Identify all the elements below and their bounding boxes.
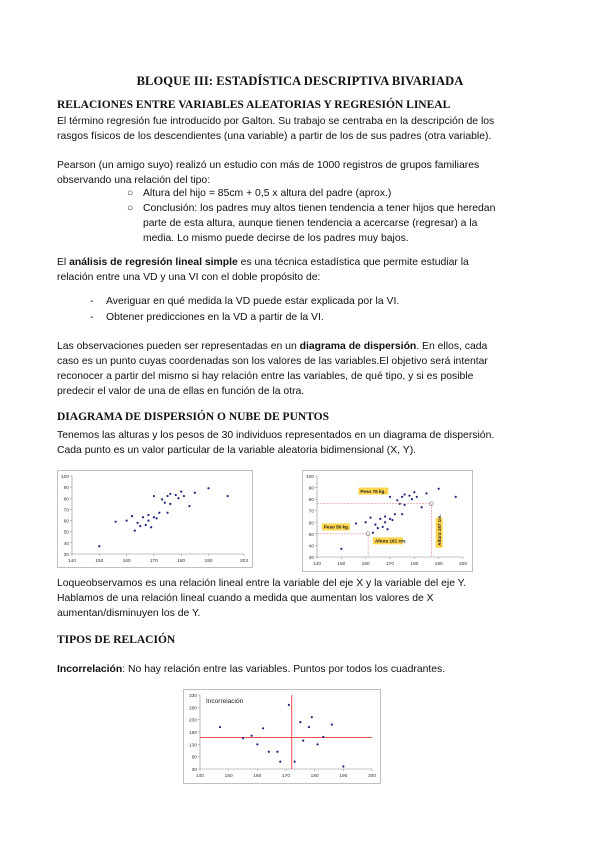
- annotation-label: Altura 161 cm.: [374, 538, 407, 544]
- data-point: [180, 491, 182, 493]
- x-tick-label: 190: [204, 559, 213, 564]
- scatter-plot-svg: [58, 471, 252, 567]
- y-tick-label: 90: [308, 486, 314, 492]
- x-tick-label: 180: [410, 562, 419, 567]
- y-tick-label: 50: [63, 530, 69, 536]
- text-line: parte de esta altura, aunque tienen tendencia a acercarse (regresar) a la: [143, 218, 478, 229]
- x-tick-label: 140: [195, 774, 205, 779]
- text-line: [57, 255, 529, 270]
- bullet-item: [127, 186, 529, 201]
- scatter-chart-incorrelacion: [183, 689, 381, 784]
- data-point: [183, 495, 185, 497]
- data-point: [396, 499, 398, 501]
- x-tick-label: 180: [310, 774, 319, 779]
- data-point: [308, 726, 310, 728]
- bullet-marker: ○: [127, 203, 134, 214]
- data-point: [379, 518, 381, 520]
- bold-term: Incorrelación: [57, 664, 123, 675]
- y-tick-label: 280: [188, 706, 197, 712]
- x-tick-label: 190: [339, 774, 348, 779]
- x-tick-label: 150: [95, 559, 104, 564]
- y-tick-label: 180: [188, 731, 197, 736]
- data-point: [136, 522, 138, 524]
- y-tick-label: 230: [188, 718, 197, 724]
- text-line: observando una relación del tipo:: [57, 175, 211, 186]
- data-point: [382, 526, 384, 528]
- y-tick-label: 30: [63, 553, 69, 558]
- data-point: [268, 751, 270, 753]
- x-tick-label: 140: [67, 559, 77, 564]
- x-tick-label: 203: [239, 559, 249, 564]
- text-line: media. Lo mismo puede decirse de los padres muy bajos.: [143, 233, 409, 244]
- text-line: [57, 339, 529, 354]
- text-line: Cada punto es un valor particular de la variable aleatoria bidimensional (X, Y).: [57, 445, 417, 456]
- y-tick-label: 80: [191, 755, 197, 761]
- data-point: [126, 519, 128, 521]
- dash-marker: -: [90, 296, 94, 307]
- data-point: [188, 505, 190, 507]
- data-point: [389, 518, 391, 520]
- data-point: [384, 521, 386, 523]
- section-heading-tipos: TIPOS DE RELACIÓN: [57, 634, 176, 646]
- x-tick-label: 170: [385, 562, 395, 567]
- text-line: Altura del hijo = 85cm + 0,5 x altura del padre (aprox.): [143, 188, 392, 199]
- data-point: [372, 532, 374, 534]
- text-line: relación entre una VD y una VI con el doble propósito de:: [57, 272, 321, 283]
- data-point: [169, 503, 171, 505]
- data-point: [164, 502, 166, 504]
- data-point: [166, 512, 168, 514]
- data-point: [425, 492, 427, 494]
- data-point: [153, 495, 155, 497]
- data-point: [262, 727, 264, 729]
- data-point: [242, 737, 244, 739]
- data-point: [389, 496, 391, 498]
- paragraph-pearson: [57, 158, 529, 188]
- data-point: [256, 743, 258, 745]
- bold-term: análisis de regresión lineal simple: [69, 257, 238, 268]
- data-point: [401, 513, 403, 515]
- x-tick-label: 150: [224, 774, 233, 779]
- data-point: [316, 743, 318, 745]
- data-point: [147, 514, 149, 516]
- paragraph-galton: [57, 114, 529, 144]
- x-tick-label: 200: [367, 774, 377, 779]
- text-line: Obtener predicciones en la VD a partir de la VI.: [106, 312, 324, 323]
- data-point: [377, 527, 379, 529]
- data-point: [311, 716, 313, 718]
- annotation-label: Peso 76 kg.: [360, 488, 386, 494]
- data-point: [145, 524, 147, 526]
- data-point: [355, 522, 357, 524]
- data-point: [207, 487, 209, 489]
- data-point: [401, 496, 403, 498]
- y-tick-label: 70: [63, 508, 69, 514]
- annotation-label: Altura 187 cm.: [437, 514, 443, 546]
- dash-marker: -: [90, 312, 94, 323]
- data-point: [169, 493, 171, 495]
- data-point: [342, 765, 344, 767]
- data-point: [98, 545, 100, 547]
- y-tick-label: 90: [63, 486, 69, 492]
- data-point: [142, 516, 144, 518]
- data-point: [404, 504, 406, 506]
- scatter-chart-2: [302, 470, 473, 572]
- data-point: [177, 497, 179, 499]
- y-tick-label: 60: [308, 521, 314, 527]
- x-tick-label: 140: [312, 562, 322, 567]
- data-point: [219, 726, 221, 728]
- data-point: [251, 735, 253, 737]
- data-point: [411, 498, 413, 500]
- data-point: [369, 517, 371, 519]
- data-point: [175, 494, 177, 496]
- x-tick-label: 200: [458, 562, 468, 567]
- data-point: [455, 496, 457, 498]
- section-heading-diagrama: DIAGRAMA DE DISPERSIÓN O NUBE DE PUNTOS: [57, 411, 329, 423]
- y-tick-label: 330: [188, 694, 197, 699]
- data-point: [384, 515, 386, 517]
- scatter-plot-annotated-svg: [303, 471, 472, 571]
- y-tick-label: 80: [308, 498, 314, 504]
- data-point: [322, 736, 324, 738]
- data-point: [158, 512, 160, 514]
- data-point: [386, 528, 388, 530]
- data-point: [374, 524, 376, 526]
- text-run: . En ellos, cada: [416, 341, 488, 352]
- data-point: [161, 498, 163, 500]
- data-point: [421, 506, 423, 508]
- text-run: El: [57, 257, 70, 268]
- text-run: Las observaciones pueden ser representadas en un: [57, 341, 300, 352]
- data-point: [153, 516, 155, 518]
- text-line: Tenemos las alturas y los pesos de 30 individuos representados en un diagrama de dispersión.: [57, 430, 495, 441]
- section-heading-relaciones: RELACIONES ENTRE VARIABLES ALEATORIAS Y REGRESIÓN LINEAL: [57, 99, 451, 111]
- data-point: [279, 761, 281, 763]
- data-point: [227, 495, 229, 497]
- data-point: [365, 521, 367, 523]
- data-point: [294, 761, 296, 763]
- bullet-item: [127, 201, 529, 246]
- x-tick-label: 180: [177, 559, 186, 564]
- data-point: [134, 530, 136, 532]
- data-point: [391, 519, 393, 521]
- dash-item: [90, 310, 526, 325]
- chart-title: Incorrelación: [206, 698, 244, 705]
- text-line: Pearson (un amigo suyo) realizó un estudio con más de 1000 registros de grupos familiares: [57, 160, 480, 171]
- y-tick-label: 40: [308, 544, 314, 550]
- paragraph-incorrelacion: [57, 662, 529, 677]
- data-point: [394, 513, 396, 515]
- data-point: [340, 548, 342, 550]
- data-point: [299, 721, 301, 723]
- scatter-plot-incorrelation-svg: [184, 690, 380, 783]
- x-tick-label: 160: [253, 774, 262, 779]
- text-line: Averiguar en qué medida la VD puede estar explicada por la VI.: [106, 296, 400, 307]
- text-line: reconocer a partir del mismo si hay relación entre las variables, de qué tipo, y si es posible: [57, 371, 474, 382]
- data-point: [194, 492, 196, 494]
- data-point: [131, 515, 133, 517]
- data-point: [147, 519, 149, 521]
- x-tick-label: 160: [361, 562, 370, 567]
- text-line: rasgos físicos de los descendientes (una variable) a partir de los de sus padres (otra variable).: [57, 131, 492, 142]
- data-point: [139, 525, 141, 527]
- data-point: [408, 495, 410, 497]
- text-line: caso es un punto cuyas coordenadas son los valores de las variables.El objetivo será intentar: [57, 356, 488, 367]
- y-tick-label: 100: [60, 475, 69, 480]
- data-point: [166, 495, 168, 497]
- text-line: Hablamos de una relación lineal cuando a medida que aumentan los valores de X: [57, 593, 434, 604]
- data-point: [115, 521, 117, 523]
- y-tick-label: 100: [305, 475, 314, 480]
- paragraph-alturas-pesos: [57, 428, 529, 458]
- paragraph-relacion-lineal: [57, 576, 529, 621]
- x-tick-label: 170: [149, 559, 158, 564]
- scatter-chart-1: [57, 470, 253, 568]
- y-tick-label: 30: [308, 556, 314, 561]
- data-point: [276, 751, 278, 753]
- text-line: Conclusión: los padres muy altos tienen tendencia a tener hijos que heredan: [143, 203, 496, 214]
- page-title: BLOQUE III: ESTADÍSTICA DESCRIPTIVA BIVARIADA: [136, 74, 464, 88]
- paragraph-analisis: [57, 255, 529, 285]
- data-point: [150, 526, 152, 528]
- y-tick-label: 50: [308, 532, 314, 538]
- dash-item: [90, 294, 526, 309]
- bullet-marker: ○: [127, 188, 134, 199]
- y-tick-label: 80: [63, 497, 69, 503]
- text-line: aumentan/disminuyen los de Y.: [57, 608, 201, 619]
- text-line: El término regresión fue introducido por Galton. Su trabajo se centraba en la descripción de los: [57, 116, 495, 127]
- data-point: [331, 724, 333, 726]
- y-tick-label: 130: [188, 743, 197, 749]
- paragraph-observaciones: [57, 339, 529, 399]
- annotation-label: Peso 50 kg.: [323, 524, 350, 530]
- text-line: Loqueobservamos es una relación lineal entre la variable del eje X y la variable del eje Y.: [57, 578, 467, 589]
- y-tick-label: 70: [308, 509, 314, 515]
- y-tick-label: 40: [63, 541, 69, 547]
- x-tick-label: 170: [281, 774, 291, 779]
- x-tick-label: 160: [122, 559, 131, 564]
- text-line: predecir el valor de una de ellas en función de la otra.: [57, 386, 305, 397]
- data-point: [288, 704, 290, 706]
- x-tick-label: 190: [434, 562, 443, 567]
- x-tick-label: 150: [337, 562, 346, 567]
- bold-term: diagrama de dispersión: [299, 341, 417, 352]
- data-point: [156, 517, 158, 519]
- data-point: [438, 488, 440, 490]
- y-tick-label: 30: [191, 768, 197, 773]
- text-run: : No hay relación entre las variables. Puntos por todos los cuadrantes.: [122, 664, 446, 675]
- data-point: [404, 493, 406, 495]
- text-run: es una técnica estadística que permite estudiar la: [237, 257, 469, 268]
- data-point: [302, 740, 304, 742]
- data-point: [413, 491, 415, 493]
- data-point: [416, 496, 418, 498]
- y-tick-label: 60: [63, 519, 69, 525]
